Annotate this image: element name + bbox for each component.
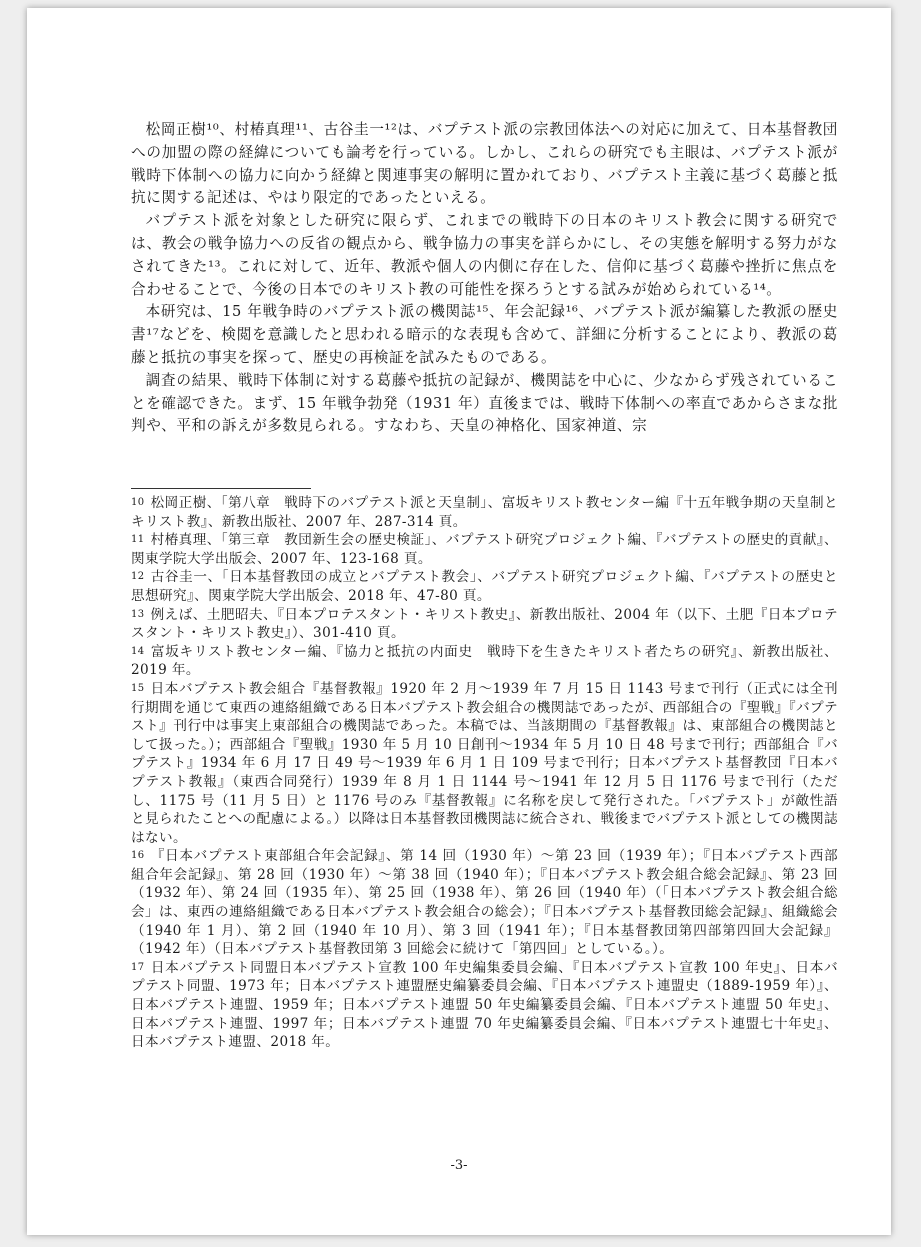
footnote-text: 古谷圭一、「日本基督教団の成立とバプテスト教会」、バプテスト研究プロジェクト編、『バプテストの歴史と思想研究』、関東学院大学出版会、2018 年、47-80 頁。 [131, 569, 838, 604]
footnote-text: 『日本バプテスト東部組合年会記録』、第 14 回（1930 年）～第 23 回（1939 年）；『日本バプテスト西部組合年会記録』、第 28 回（1930 年）～第 38 回（1940 年）；『日本バプテスト教会組合総会記録』、第 23 回（1932 年）、第 24 回（1935 年）、第 25 回（1938 年）、第 26 回（1940 年）（「日本バプテスト教会組合総会」は、東西の連絡組織である日本バプテスト教会組合の総会）；『日本バプテスト基督教団総会記録』、組織総会（1940 年 1 月）、第 2 回（1940 年 10 月）、第 3 回（1941 年）；『日本基督教団第四部第四回大会記録』（1942 年）（日本バプテスト基督教団第 3 回総会に続けて「第四回」としている。）。 [131, 848, 838, 958]
footnote-10 [131, 494, 838, 531]
footnote-text: 日本バプテスト同盟日本バプテスト宣教 100 年史編集委員会編、『日本バプテスト宣教 100 年史』、日本バプテスト同盟、1973 年；日本バプテスト連盟歴史編纂委員会編、『日本バプテスト連盟史（1889-1959 年）』、日本バプテスト連盟、1959 年；日本バプテスト連盟 50 年史編纂委員会編、『日本バプテスト連盟 50 年史』、日本バプテスト連盟、1997 年；日本バプテスト連盟 70 年史編纂委員会編、『日本バプテスト連盟七十年史』、日本バプテスト連盟、2018 年。 [131, 959, 838, 1051]
footnote-number: 17 [131, 961, 145, 973]
document-page [27, 8, 891, 1235]
footnote-11 [131, 531, 838, 568]
footnote-text: 村椿真理、「第三章 教団新生会の歴史検証」、バプテスト研究プロジェクト編、『バプテストの歴史的貢献』、関東学院大学出版会、2007 年、123-168 頁。 [131, 532, 838, 567]
footnote-number: 14 [131, 645, 145, 657]
footnote-number: 15 [131, 682, 145, 694]
body-text [131, 119, 838, 438]
footnote-17 [131, 959, 838, 1052]
footnote-15 [131, 680, 838, 847]
paragraph-4: 調査の結果、戦時下体制に対する葛藤や抵抗の記録が、機関誌を中心に、少なからず残されていることを確認できた。まず、15 年戦争勃発（1931 年）直後までは、戦時下体制への率直であからさまな批判や、平和の訴えが多数見られる。すなわち、天皇の神格化、国家神道、宗 [131, 371, 838, 435]
footnote-16 [131, 847, 838, 959]
footnote-number: 12 [131, 571, 145, 583]
footnote-number: 13 [131, 608, 145, 620]
footnote-12 [131, 568, 838, 605]
footnote-divider [131, 488, 311, 489]
paragraph-2: バプテスト派を対象とした研究に限らず、これまでの戦時下の日本のキリスト教会に関する研究では、教会の戦争協力への反省の観点から、戦争協力の事実を詳らかにし、その実態を解明する努力がなされてきた¹³。これに対して、近年、教派や個人の内側に存在した、信仰に基づく葛藤や挫折に焦点を合わせることで、今後の日本でのキリスト教の可能性を探ろうとする試みが始められている¹⁴。 [131, 212, 838, 298]
footnote-number: 10 [131, 497, 145, 508]
footnote-number: 11 [131, 534, 145, 546]
page-number: -3- [450, 1158, 468, 1173]
footnotes [131, 494, 838, 1052]
footnote-14 [131, 643, 838, 680]
paragraph-3: 本研究は、15 年戦争時のバプテスト派の機関誌¹⁵、年会記録¹⁶、バプテスト派が編纂した教派の歴史書¹⁷などを、検閲を意識したと思われる暗示的な表現も含めて、詳細に分析することにより、教派の葛藤と抵抗の事実を探って、歴史の再検証を試みたものである。 [131, 303, 838, 366]
footnote-text: 富坂キリスト教センター編、『協力と抵抗の内面史 戦時下を生きたキリスト者たちの研究』、新教出版社、2019 年。 [131, 643, 838, 679]
footnote-13 [131, 606, 838, 643]
paragraph-1: 松岡正樹¹⁰、村椿真理¹¹、古谷圭一¹²は、バプテスト派の宗教団体法への対応に加えて、日本基督教団への加盟の際の経緯についても論考を行っている。しかし、これらの研究でも主眼は、バプテスト派が戦時下体制への協力に向かう経緯と関連事実の解明に置かれており、バプテスト主義に基づく葛藤と抵抗に関する記述は、やはり限定的であったといえる。 [131, 121, 838, 207]
footnote-text: 松岡正樹、「第八章 戦時下のバプテスト派と天皇制」、富坂キリスト教センター編『十五年戦争期の天皇制とキリスト教』、新教出版社、2007 年、287-314 頁。 [131, 495, 838, 530]
footnote-text: 日本バプテスト教会組合『基督教報』1920 年 2 月～1939 年 7 月 15 日 1143 号まで刊行（正式には全刊行期間を通じて東西の連絡組織である日本バプテスト教会組合の機関誌であったが、西部組合の『聖戦』『バプテスト』刊行中は事実上東部組合の機関誌であった。本稿では、当該期間の『基督教報』は、東部組合の機関誌として扱った。）；西部組合『聖戦』1930 年 5 月 10 日創刊～1934 年 5 月 10 日 48 号まで刊行；西部組合『バプテスト』1934 年 6 月 17 日 49 号～1939 年 6 月 1 日 109 号まで刊行；日本バプテスト基督教団『日本バプテスト教報』（東西合同発行）1939 年 8 月 1 日 1144 号～1941 年 12 月 5 日 1176 号まで刊行（ただし、1175 号（11 月 5 日）と 1176 号のみ『基督教報』に名称を戻して発行された。「バプテスト」が敵性語と見られたことへの配慮による。）以降は日本基督教団機関誌に統合され、戦後までバプテスト派としての機関誌はない。 [131, 680, 839, 846]
footnote-text: 例えば、土肥昭夫、『日本プロテスタント・キリスト教史』、新教出版社、2004 年（以下、土肥『日本プロテスタント・キリスト教史』）、301-410 頁。 [131, 606, 838, 642]
footnote-number: 16 [131, 850, 145, 862]
